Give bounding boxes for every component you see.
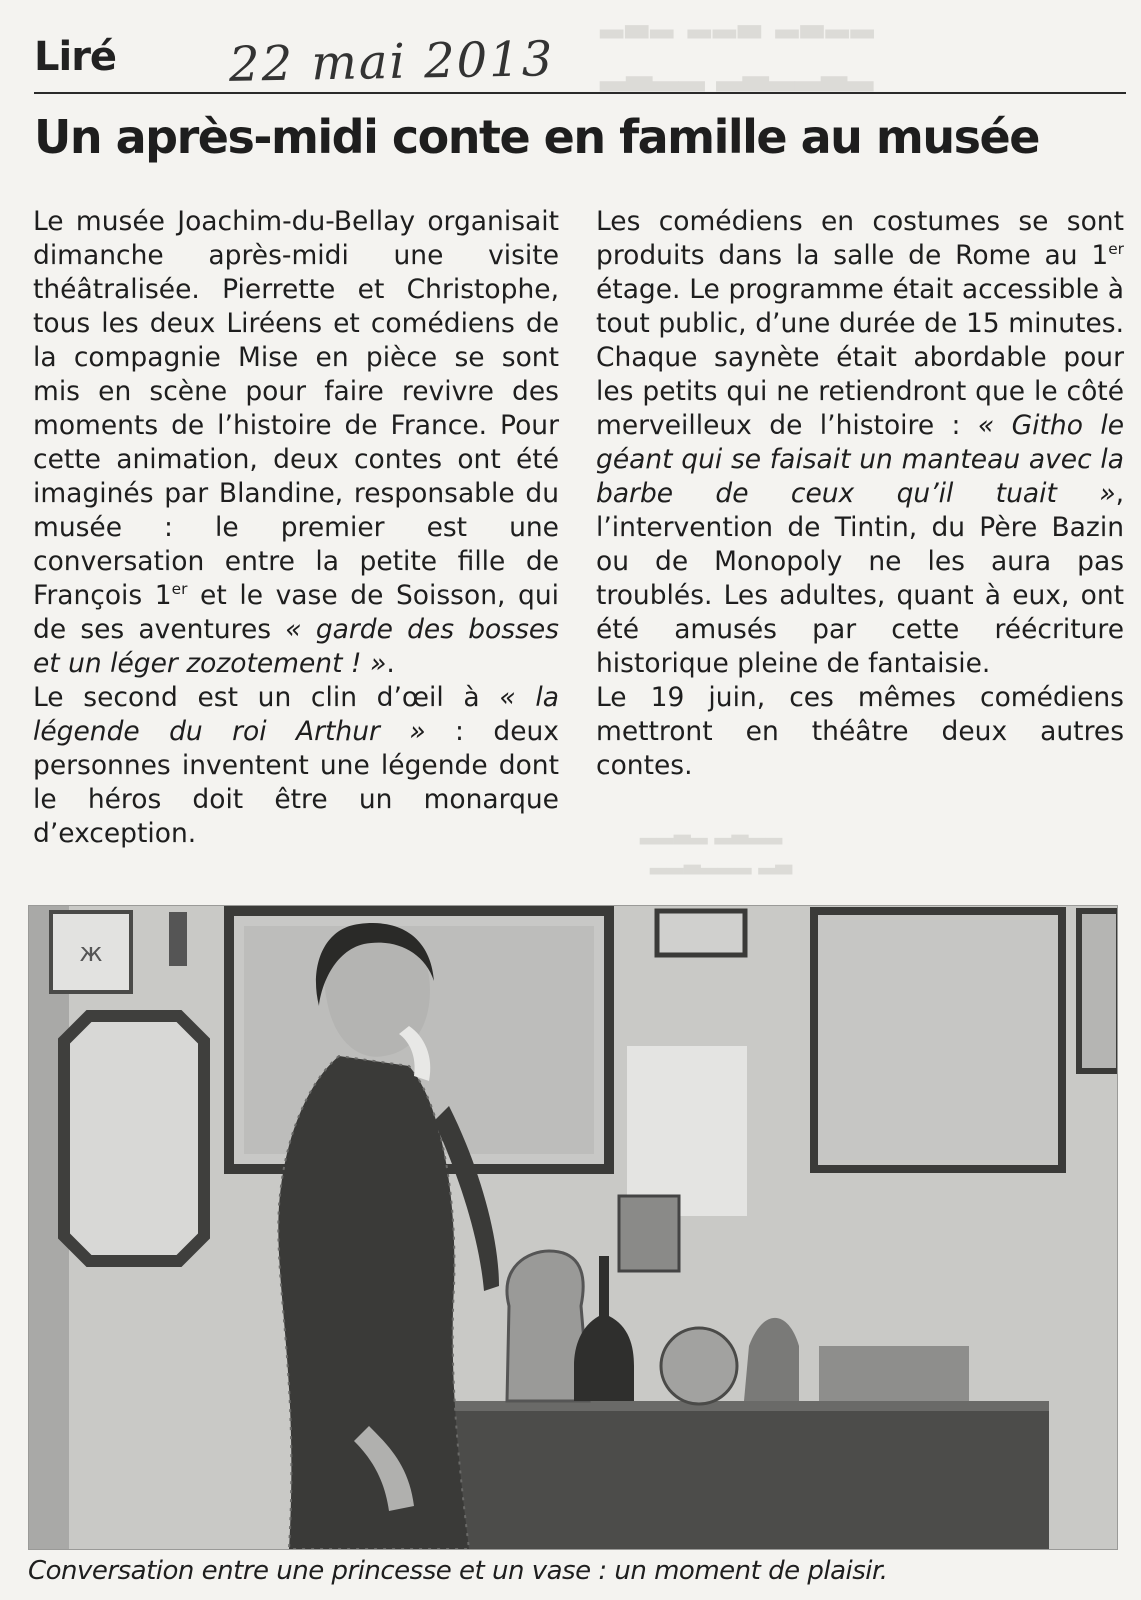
photo-caption: Conversation entre une princesse et un vase : un moment de plaisir.: [28, 1556, 888, 1586]
bleed-through-texture: ▂▂▃▂▂▂ ▂▃: [650, 850, 793, 875]
paragraph: [33, 205, 559, 681]
handwritten-date: 22 mai 2013: [228, 31, 555, 93]
text-run: : deux personnes inventent une légende dont le héros doit être un monarque d’exception.: [33, 716, 559, 849]
wall-frame-edge: [1079, 911, 1117, 1071]
wall-painting: [814, 911, 1062, 1169]
bleed-through-texture: ▂▃▂ ▂▂▃ ▂▃▂▂: [600, 4, 876, 39]
jug: [661, 1328, 737, 1404]
text-run: et le vase de Soisson, qui de ses aventures: [33, 580, 560, 645]
poster: [627, 1046, 747, 1216]
photo-illustration: [29, 906, 1117, 1549]
wall-ornament: [169, 912, 187, 966]
article-column-left: [33, 205, 559, 851]
pot: [619, 1196, 679, 1271]
text-run: , l’intervention de Tintin, du Père Bazin ou de Monopoly ne les aura pas troublés. Les adultes, quant à eux, ont été amusés par cette réécriture historique pleine de fantaisie.: [596, 478, 1124, 679]
rubric-title: Liré: [34, 34, 117, 80]
article-header: [34, 22, 1126, 94]
table: [449, 1406, 1049, 1549]
text-run: .: [386, 648, 395, 679]
paragraph: [596, 205, 1124, 681]
text-run: Le second est un clin d’œil à: [33, 682, 500, 713]
box: [819, 1346, 969, 1401]
superscript: er: [1108, 240, 1124, 259]
butterfly-icon: ж: [79, 938, 103, 968]
quote: « la légende du roi Arthur »: [33, 682, 559, 747]
paragraph: Le 19 juin, ces mêmes comédiens mettront en théâtre deux autres contes.: [596, 682, 1124, 781]
quote: « garde des bosses et un léger zozotement ! »: [33, 614, 559, 679]
paragraph: [33, 681, 559, 851]
quote: « Githo le géant qui se faisait un manteau avec la barbe de ceux qu’il tuait »: [596, 410, 1124, 509]
article-headline: Un après-midi conte en famille au musée: [34, 110, 1039, 164]
article-photo: [28, 905, 1118, 1550]
text-run: étage. Le programme était accessible à tout public, d’une durée de 15 minutes. Chaque saynète était abordable pour les petits qui ne retiendront que le côté merveilleux de l’histoire :: [596, 274, 1124, 441]
article-column-right: [596, 205, 1124, 783]
bleed-through-texture: ▂▃▂▂ ▂▃▂▂▃▂: [600, 52, 874, 92]
octagonal-mirror: [64, 1016, 204, 1261]
small-frame: [657, 911, 745, 955]
superscript: er: [171, 580, 188, 599]
text-run: Le musée Joachim-du-Bellay organisait dimanche après-midi une visite théâtralisée. Pierrette et Christophe, tous les deux Liréens et comédiens de la compagnie Mise en pièce se sont mis en scène pour faire revivre des moments de l’histoire de France. Pour cette animation, deux contes ont été imaginés par Blandine, responsable du musée : le premier est une conversation entre la petite fille de François 1: [33, 206, 559, 611]
text-run: Les comédiens en costumes se sont produits dans la salle de Rome au 1: [596, 206, 1124, 271]
bleed-through-texture: ▂▂▃▂ ▂▃▂▂: [640, 820, 783, 845]
